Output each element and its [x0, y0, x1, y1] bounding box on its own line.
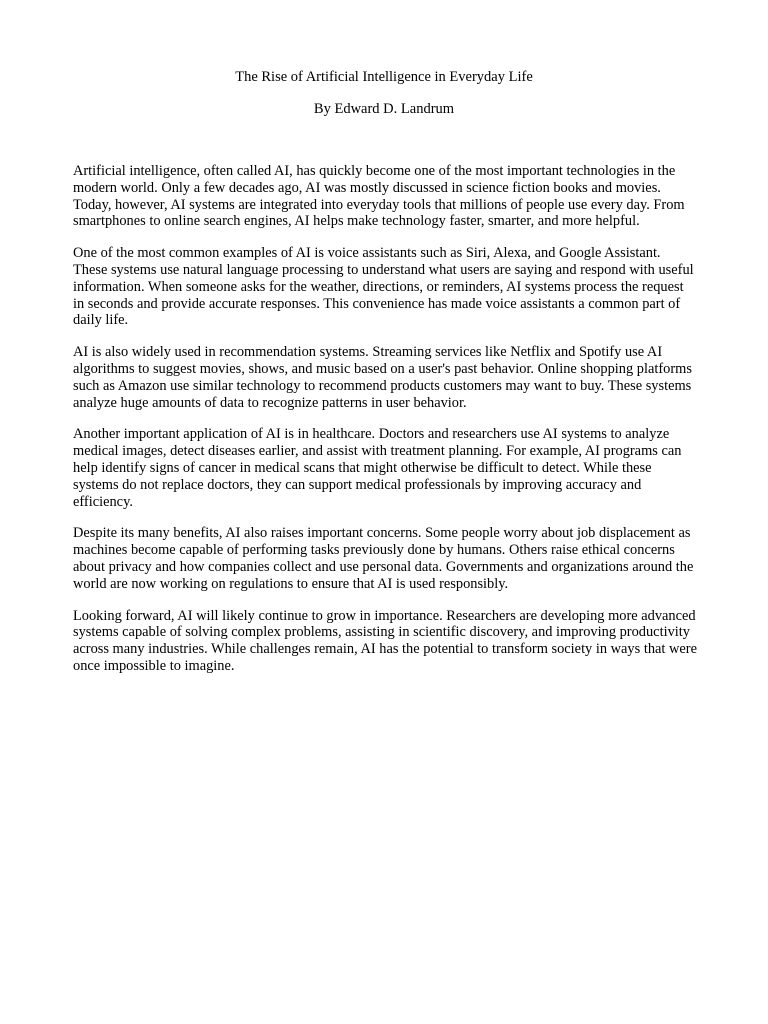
- paragraph-voice-assistants: One of the most common examples of AI is voice assistants such as Siri, Alexa, and Google Assistant. These systems use natural language processing to understand what users are saying and respond with useful information. When someone asks for the weather, directions, or reminders, AI systems process the request in seconds and provide accurate responses. This convenience has made voice assistants a common part of daily life.: [73, 245, 694, 329]
- document-body: [73, 163, 697, 690]
- paragraph-intro: Artificial intelligence, often called AI, has quickly become one of the most important technologies in the modern world. Only a few decades ago, AI was mostly discussed in science fiction books and movies. Today, however, AI systems are integrated into everyday tools that millions of people use every day. From smartphones to online search engines, AI helps make technology faster, smarter, and more helpful.: [73, 163, 685, 230]
- document-author: By Edward D. Landrum: [313, 101, 455, 117]
- paragraph-recommendation-systems: AI is also widely used in recommendation systems. Streaming services like Netflix and Spotify use AI algorithms to suggest movies, shows, and music based on a user's past behavior. Online shopping platforms such as Amazon use similar technology to recommend products customers may want to buy. These systems analyze huge amounts of data to recognize patterns in user behavior.: [73, 344, 692, 411]
- paragraph-outlook: Looking forward, AI will likely continue to grow in importance. Researchers are developing more advanced systems capable of solving complex problems, assisting in scientific discovery, and improving productivity across many industries. While challenges remain, AI has the potential to transform society in ways that were once impossible to imagine.: [73, 607, 697, 674]
- document-title: The Rise of Artificial Intelligence in Everyday Life: [235, 69, 533, 85]
- paragraph-concerns: Despite its many benefits, AI also raises important concerns. Some people worry about job displacement as machines become capable of performing tasks previously done by humans. Others raise ethical concerns about privacy and how companies collect and use personal data. Governments and organizations around the world are now working on regulations to ensure that AI is used responsibly.: [73, 525, 694, 592]
- paragraph-healthcare: Another important application of AI is in healthcare. Doctors and researchers use AI systems to analyze medical images, detect diseases earlier, and assist with treatment planning. For example, AI programs can help identify signs of cancer in medical scans that might otherwise be difficult to detect. While these systems do not replace doctors, they can support medical professionals by improving accuracy and efficiency.: [73, 426, 682, 510]
